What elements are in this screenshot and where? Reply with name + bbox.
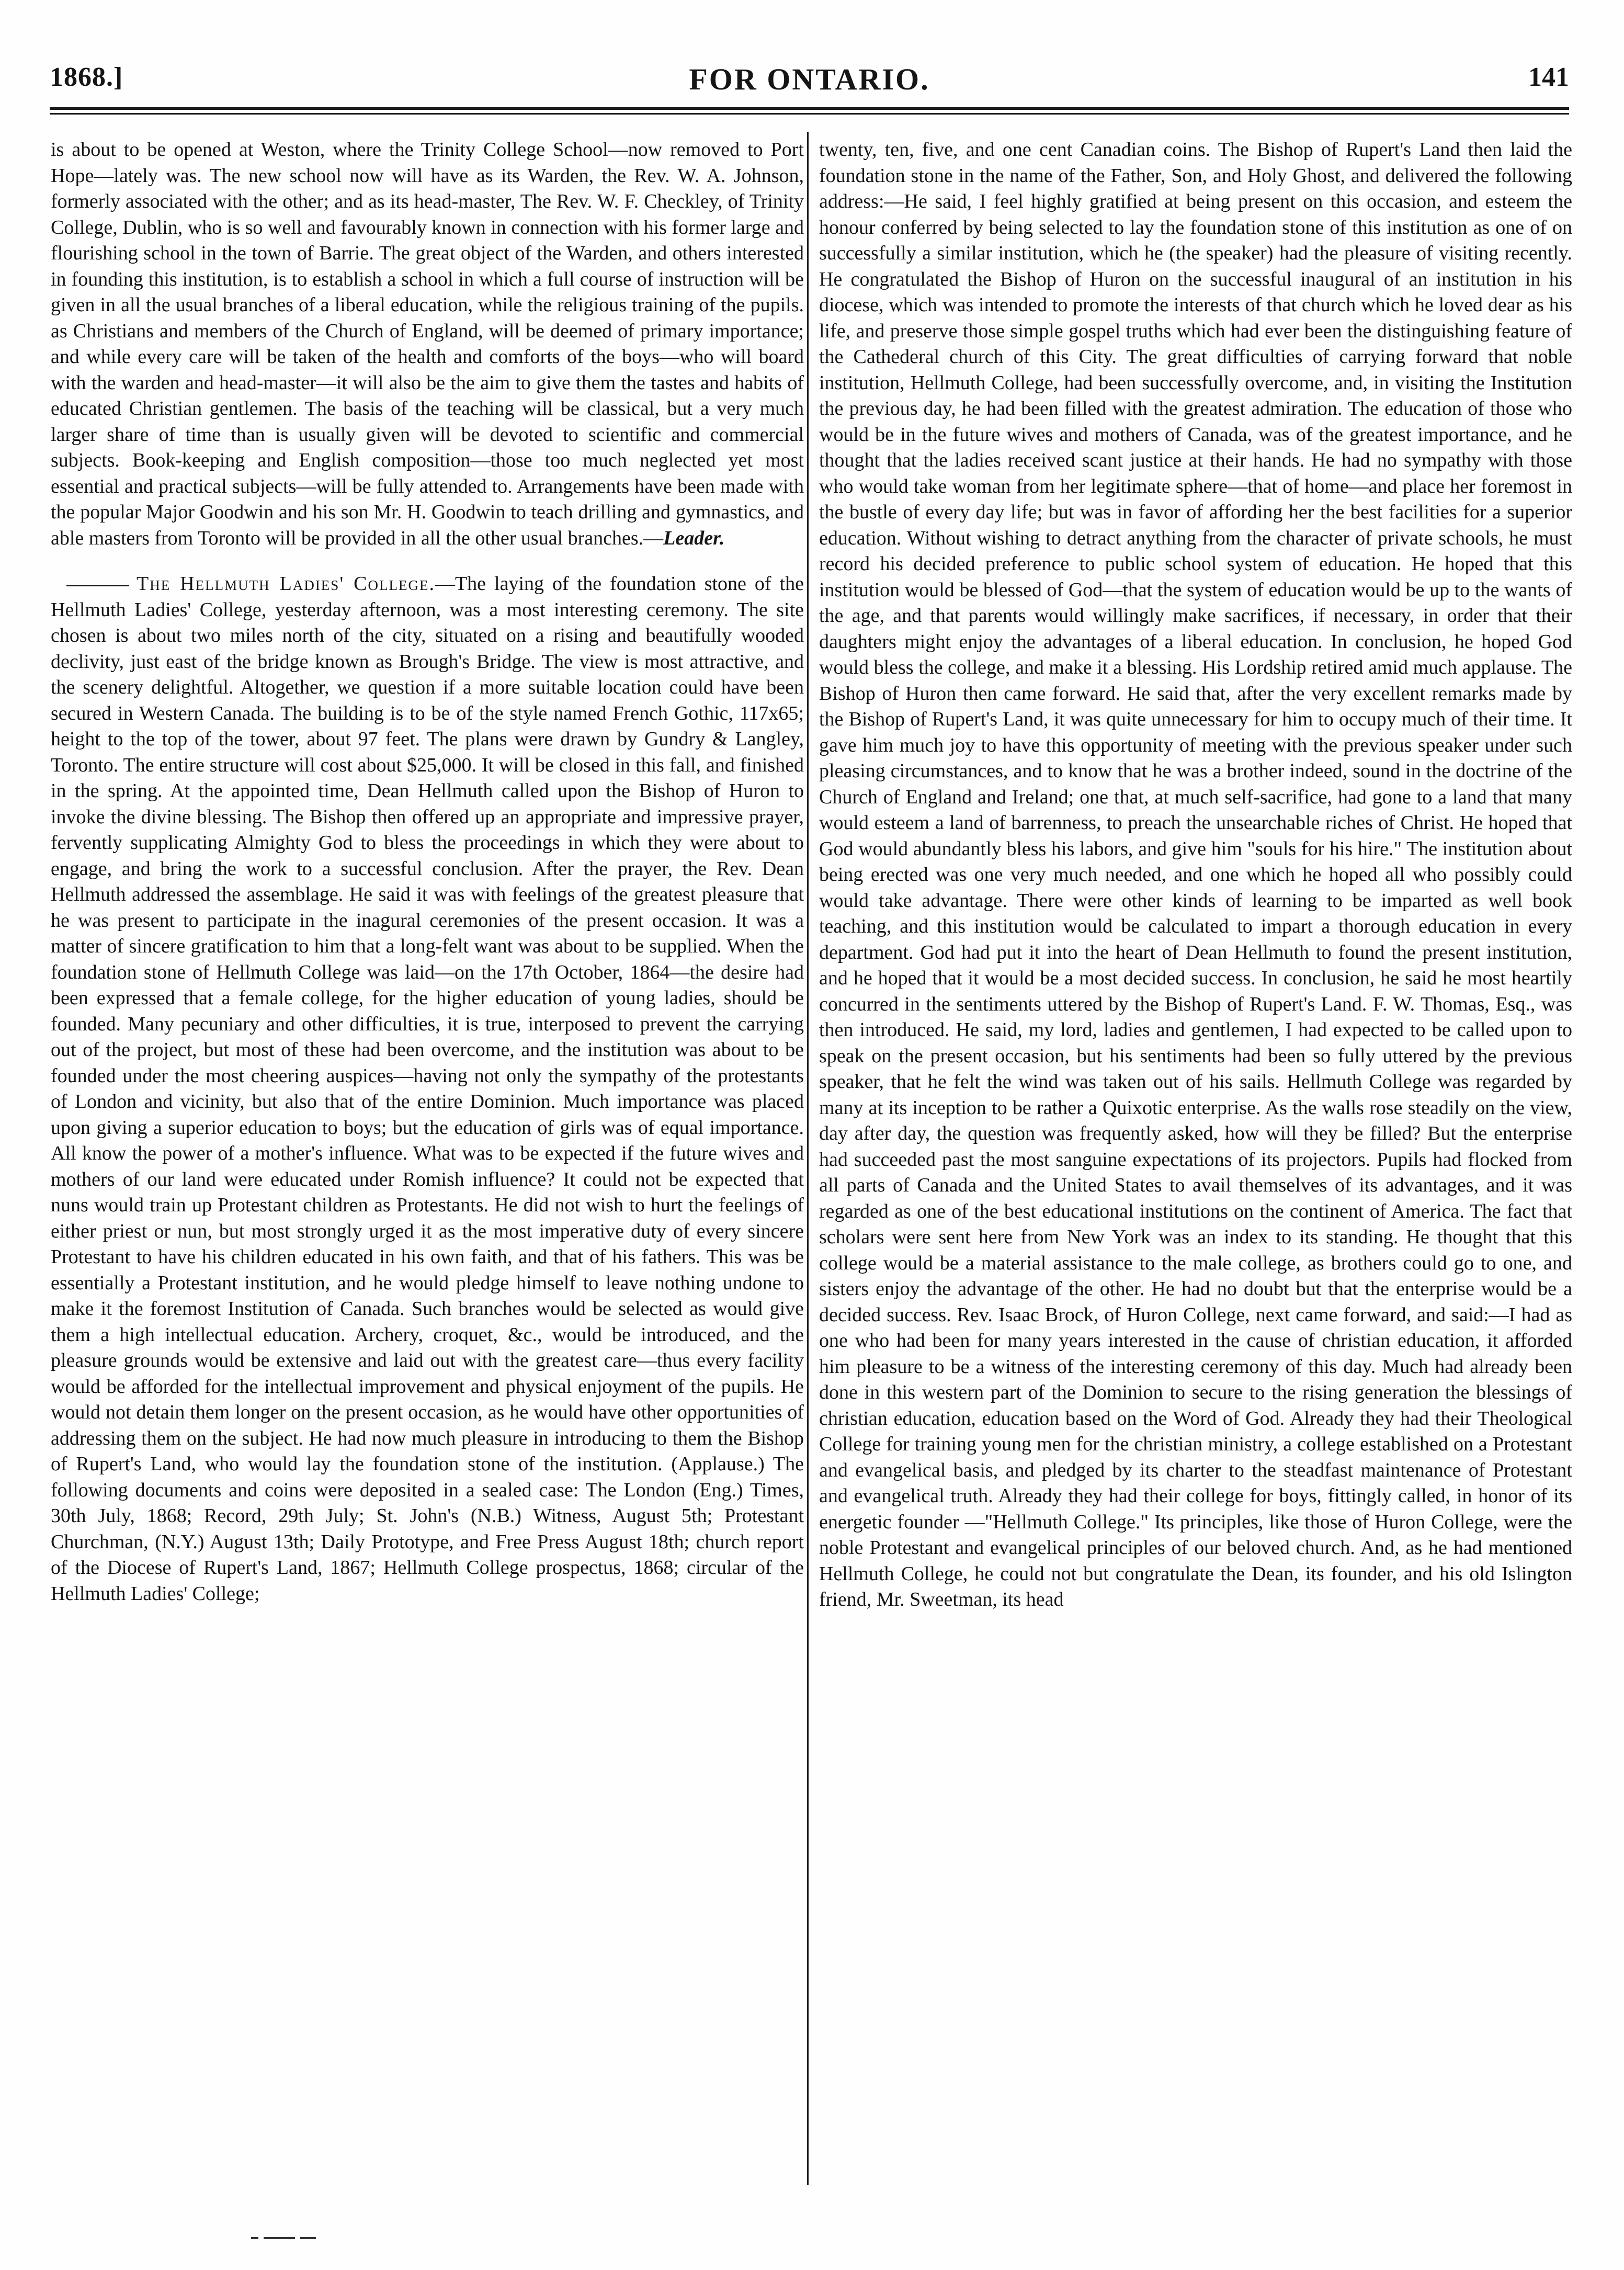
article-hellmuth-college: [51, 571, 804, 1607]
article-hellmuth-heading: The Hellmuth Ladies' College.: [137, 573, 435, 595]
header-rule-thick: [50, 107, 1569, 110]
footer-smudge: [251, 2233, 356, 2238]
article-weston-school: [51, 137, 804, 551]
page-header: [50, 62, 1569, 109]
header-year: 1868.]: [50, 62, 123, 92]
header-rule-thin: [50, 113, 1569, 115]
article-hellmuth-continued: twenty, ten, five, and one cent Canadian coins. The Bishop of Rupert's Land then laid the foundation stone in the name of the Father, Son, and Holy Ghost, and delivered the following address:—He said, I feel highly gratified at being present on this occasion, and esteem the honour conferred by being selected to lay the foundation stone of this institution as one of on successfully a similar institution, which he (the speaker) had the pleasure of visiting recently. He congratulated the Bishop of Huron on the successful inaugural of an institution in his diocese, which was intended to promote the interests of that church which he loved dear as his life, and preserve those simple gospel truths which had ever been the distinguishing feature of the Cathederal church of this City. The great difficulties of carrying forward that noble institution, Hellmuth College, had been successfully overcome, and, in visiting the Institution the previous day, he had been filled with the greatest admiration. The education of those who would be in the future wives and mothers of Canada, was of the greatest importance, and he thought that the ladies received scant justice at their hands. He had no sympathy with those who would take woman from her legitimate sphere—that of home—and place her foremost in the bustle of every day life; but was in favor of affording her the best facilities for a superior education. Without wishing to detract anything from the character of private schools, he must record his decided preference to public school system of education. He hoped that this institution would be blessed of God—that the system of education would be up to the wants of the age, and that parents would willingly make sacrifices, if necessary, in order that their daughters might enjoy the advantages of a liberal education. In conclusion, he hoped God would bless the college, and make it a blessing. His Lordship retired amid much applause. The Bishop of Huron then came forward. He said that, after the very excellent remarks made by the Bishop of Rupert's Land, it was quite unnecessary for him to occupy much of their time. It gave him much joy to have this opportunity of meeting with the previous speaker under such pleasing circumstances, and to know that he was a brother indeed, sound in the doctrine of the Church of England and Ireland; one that, at much self-sacrifice, had gone to a land that many would esteem a land of barrenness, to preach the unsearchable riches of Christ. He hoped that God would abundantly bless his labors, and give him "souls for his hire." The institution about being erected was one very much needed, and one which he hoped all who possibly could would take advantage. There were other kinds of learning to be imparted as well book teaching, and this institution would be calculated to impart a thorough education in every department. God had put it into the heart of Dean Hellmuth to found the present institution, and he hoped that it would be a most decided success. In conclusion, he said he most heartily concurred in the sentiments uttered by the Bishop of Rupert's Land. F. W. Thomas, Esq., was then introduced. He said, my lord, ladies and gentlemen, I had expected to be called upon to speak on the present occasion, but his sentiments had been so fully uttered by the previous speaker, that he felt the wind was taken out of his sails. Hellmuth College was regarded by many at its inception to be rather a Quixotic enterprise. As the walls rose steadily on the view, day after day, the question was frequently asked, how will they be filled? But the enterprise had succeeded past the most sanguine expectations of its projectors. Pupils had flocked from all parts of Canada and the United States to avail themselves of its advantages, and it was regarded as one of the best educational institutions on the continent of America. The fact that scholars were sent here from New York was an index to its standing. He thought that this college would be a material assistance to the male college, as brothers could go to one, and sisters enjoy the advantage of the other. He had no doubt but that the enterprise would be a decided success. Rev. Isaac Brock, of Huron College, next came forward, and said:—I had as one who had been for many years interested in the cause of christian education, it afforded him pleasure to be a witness of the interesting ceremony of this day. Much had already been done in this western part of the Dominion to secure to the rising generation the blessings of christian education, education based on the Word of God. Already they had their Theological College for training young men for the christian ministry, a college established on a Protestant and evangelical basis, and pledged by its charter to the steadfast maintenance of Protestant and evangelical truth. Already they had their college for boys, fittingly called, in honor of its energetic founder —"Hellmuth College." Its principles, like those of Huron College, were the noble Protestant and evangelical principles of our beloved church. And, as he had mentioned Hellmuth College, he could not but congratulate the Dean, its founder, and his old Islington friend, Mr. Sweetman, its head: [819, 139, 1572, 1610]
column-divider: [807, 132, 809, 2185]
lead-dash-rule: [66, 585, 129, 586]
header-page-number: 141: [1528, 62, 1569, 92]
article-hellmuth-text: —The laying of the foundation stone of the Hellmuth Ladies' College, yesterday afternoon, was a most interesting ceremony. The site chosen is about two miles north of the city, situated on a rising and beautifully wooded declivity, just east of the bridge known as Brough's Bridge. The view is most attractive, and the scenery delightful. Altogether, we question if a more suitable location could have been secured in Western Canada. The building is to be of the style named French Gothic, 117x65; height to the top of the tower, about 97 feet. The plans were drawn by Gundry & Langley, Toronto. The entire structure will cost about $25,000. It will be closed in this fall, and finished in the spring. At the appointed time, Dean Hellmuth called upon the Bishop of Huron to invoke the divine blessing. The Bishop then offered up an appropriate and impressive prayer, fervently supplicating Almighty God to bless the proceedings in which they were about to engage, and bring the work to a successful conclusion. After the prayer, the Rev. Dean Hellmuth addressed the assemblage. He said it was with feelings of the greatest pleasure that he was present to participate in the inagural ceremonies of the present occasion. It was a matter of sincere gratification to him that a long-felt want was about to be supplied. When the foundation stone of Hellmuth College was laid—on the 17th October, 1864—the desire had been expressed that a female college, for the higher education of young ladies, should be founded. Many pecuniary and other difficulties, it is true, interposed to prevent the carrying out of the project, but most of these had been overcome, and the institution was about to be founded under the most cheering auspices—having not only the sympathy of the protestants of London and vicinity, but also that of the entire Dominion. Much importance was placed upon giving a superior education to boys; but the education of girls was of equal importance. All know the power of a mother's influence. What was to be expected if the future wives and mothers of our land were educated under Romish influence? It could not be expected that nuns would train up Protestant children as Protestants. He did not wish to hurt the feelings of either priest or nun, but most strongly urged it as the most imperative duty of every sincere Protestant to have his children educated in his own faith, and that of his fathers. This was be essentially a Protestant institution, and he would pledge himself to leave nothing undone to make it the foremost Institution of Canada. Such branches would be selected as would give them a high intellectual education. Archery, croquet, &c., would be introduced, and the pleasure grounds would be extensive and laid out with the greatest care—thus every facility would be afforded for the intellectual improvement and physical enjoyment of the pupils. He would not detain them longer on the present occasion, as he would have other opportunities of addressing them on the subject. He had now much pleasure in introducing to them the Bishop of Rupert's Land, who would lay the foundation stone of the institution. (Applause.) The following documents and coins were deposited in a sealed case: The London (Eng.) Times, 30th July, 1868; Record, 29th July; St. John's (N.B.) Witness, August 5th; Protestant Churchman, (N.Y.) August 13th; Daily Prototype, and Free Press August 18th; church report of the Diocese of Rupert's Land, 1867; Hellmuth College prospectus, 1868; circular of the Hellmuth Ladies' College;: [51, 573, 804, 1605]
right-column: [819, 137, 1572, 1613]
left-column: [51, 137, 804, 1607]
header-title: FOR ONTARIO.: [689, 62, 930, 96]
article-separator: [51, 551, 804, 571]
article-weston-text: is about to be opened at Weston, where the Trinity College School—now removed to Port Hope—lately was. The new school now will have as its Warden, the Rev. W. A. Johnson, formerly associated with the other; and as its head-master, The Rev. W. F. Checkley, of Trinity College, Dublin, who is so well and favourably known in connection with his former large and flourishing school in the town of Barrie. The great object of the Warden, and others interested in founding this institution, is to establish a school in which a full course of instruction will be given in all the usual branches of a liberal education, while the religious training of the pupils. as Christians and members of the Church of England, will be deemed of primary importance; and while every care will be taken of the health and comforts of the boys—who will board with the warden and head-master—it will also be the aim to give them the tastes and habits of educated Christian gentlemen. The basis of the teaching will be classical, but a very much larger share of time than is usually given will be devoted to scientific and commercial subjects. Book-keeping and English composition—those too much neglected yet most essential and practical subjects—will be fully attended to. Arrangements have been made with the popular Major Goodwin and his son Mr. H. Goodwin to teach drilling and gymnastics, and able masters from Toronto will be provided in all the other usual branches.—: [51, 139, 804, 549]
article-weston-source: Leader.: [663, 527, 725, 549]
